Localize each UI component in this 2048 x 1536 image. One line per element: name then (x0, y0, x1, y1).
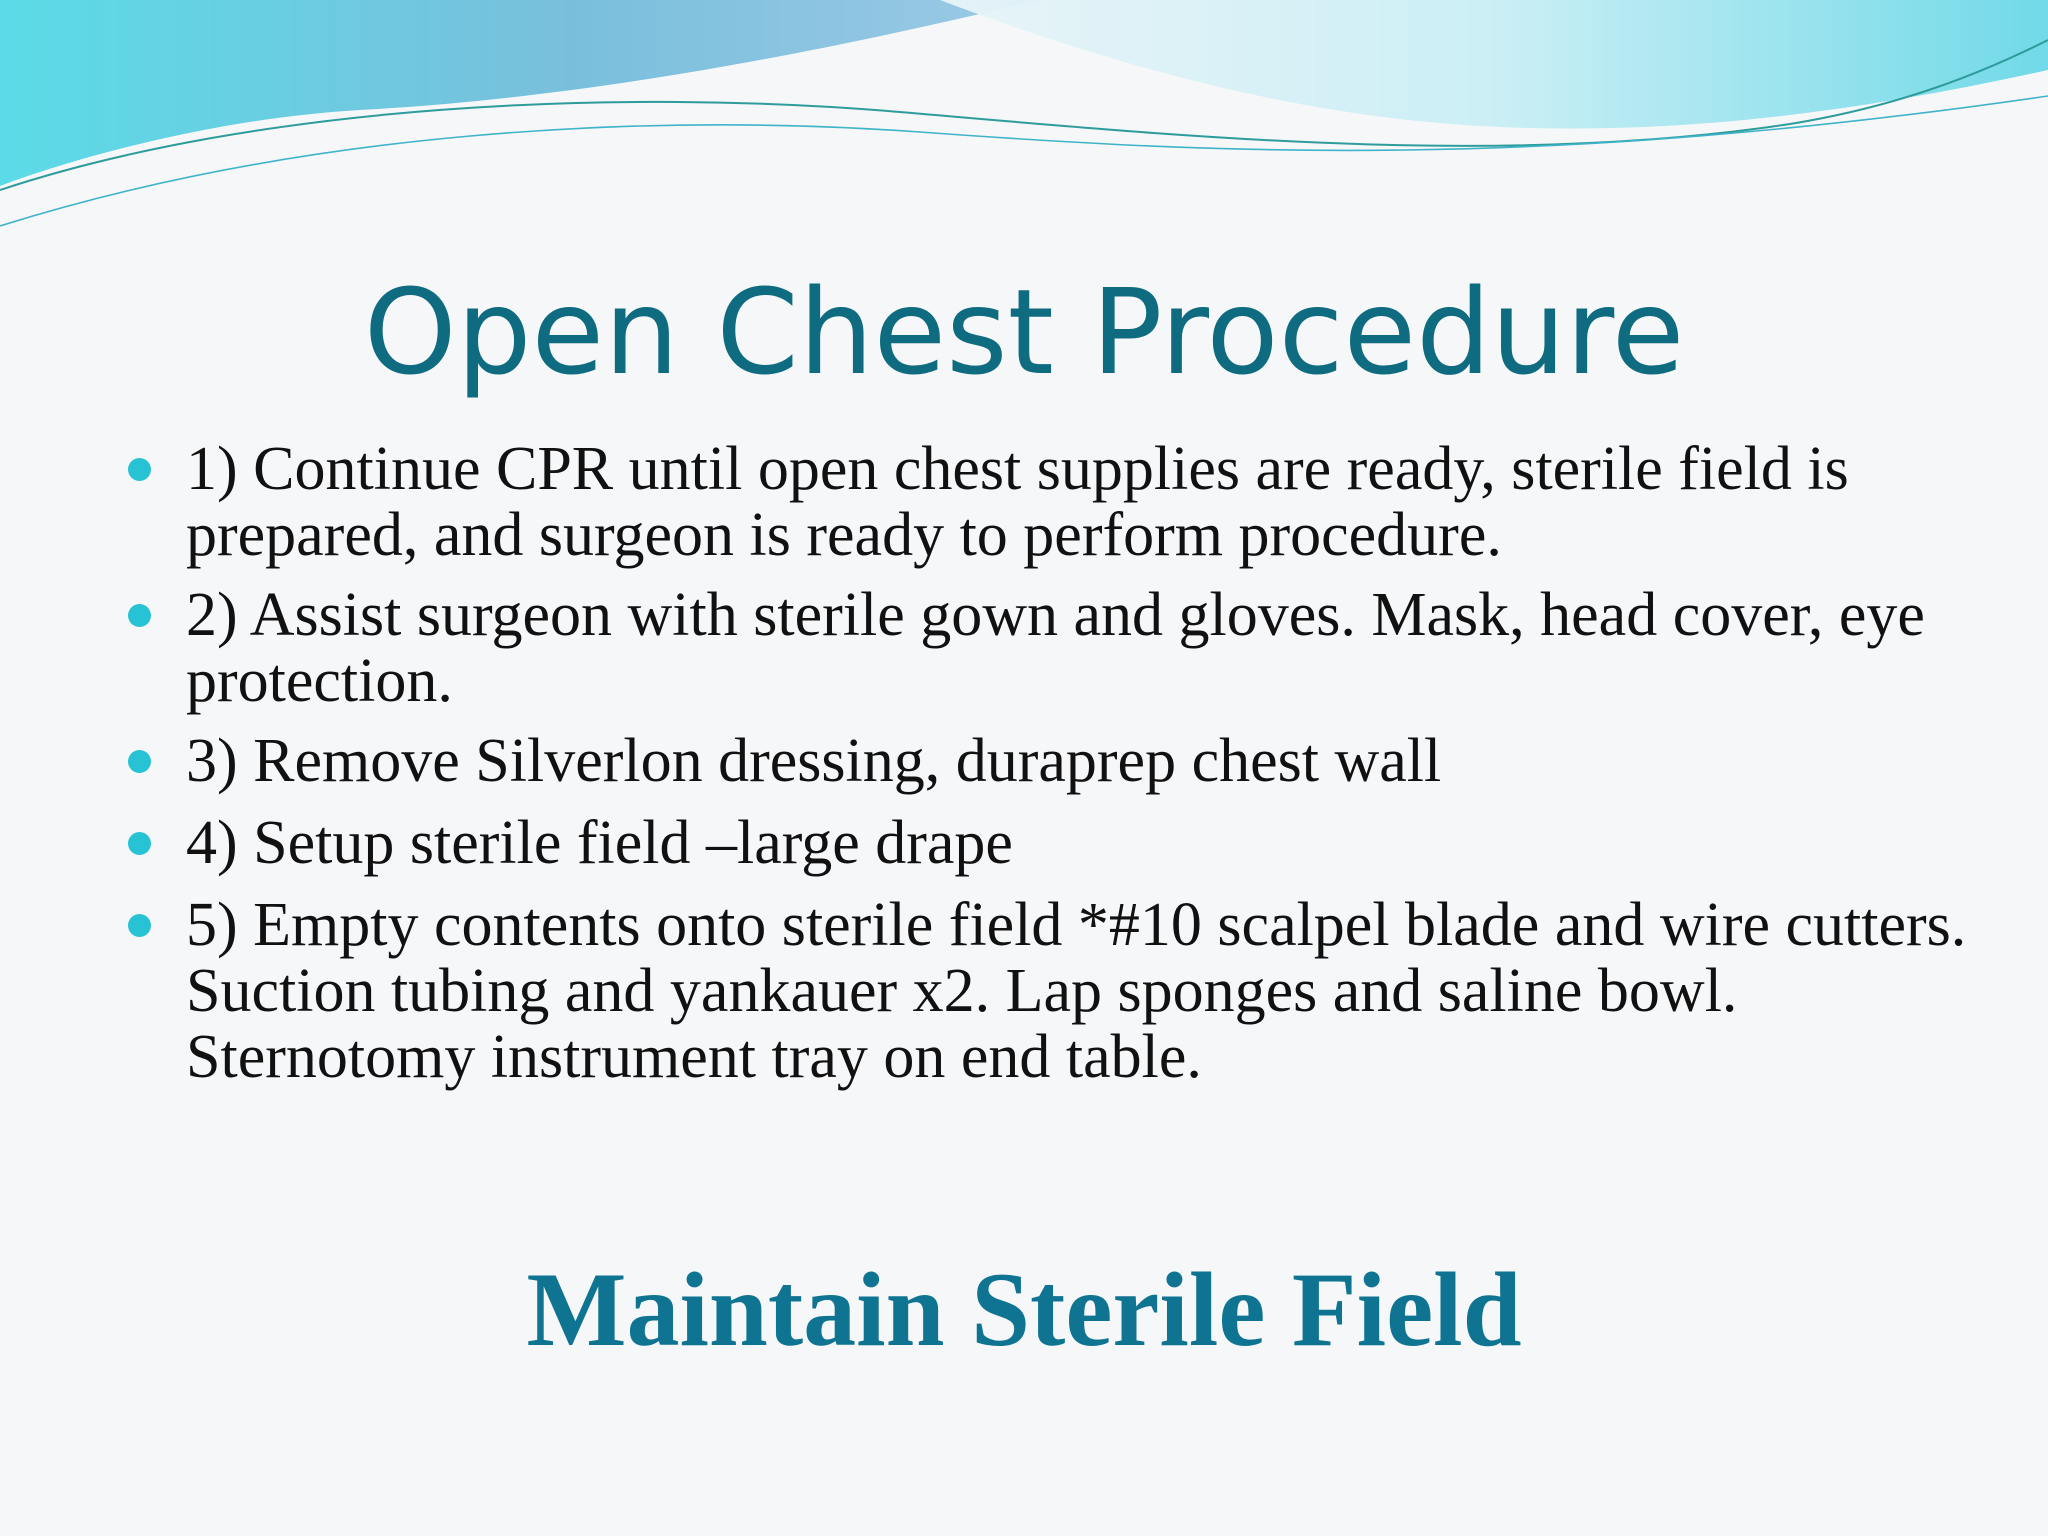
bullet-dot-icon (128, 832, 151, 855)
bullet-dot-icon (128, 458, 151, 481)
list-item-text: 1) Continue CPR until open chest supplies are ready, sterile field is prepared, and surgeon is ready to perform procedure. (186, 435, 1849, 569)
wave-band-left (0, 0, 1040, 186)
list-item (128, 582, 1968, 714)
list-item-text: 2) Assist surgeon with sterile gown and gloves. Mask, head cover, eye protection. (186, 581, 1925, 715)
list-item (128, 728, 1968, 794)
list-item-text: 5) Empty contents onto sterile field *#10 scalpel blade and wire cutters. Suction tubing and yankauer x2. Lap sponges and saline bowl. Sternotomy instrument tray on end table. (186, 891, 1967, 1091)
maintain-sterile-field-callout: Maintain Sterile Field (526, 1251, 1522, 1368)
procedure-steps-list (128, 436, 1968, 1104)
list-item-text: 3) Remove Silverlon dressing, duraprep chest wall (186, 727, 1442, 795)
decorative-wave-header (0, 0, 2048, 240)
bullet-dot-icon (128, 604, 151, 627)
list-item (128, 436, 1968, 568)
wave-band-right (940, 0, 2048, 129)
slide-title: Open Chest Procedure (363, 263, 1685, 401)
list-item-text: 4) Setup sterile field –large drape (186, 809, 1013, 877)
list-item (128, 892, 1968, 1090)
list-item (128, 810, 1968, 876)
bullet-dot-icon (128, 914, 151, 937)
bullet-dot-icon (128, 750, 151, 773)
